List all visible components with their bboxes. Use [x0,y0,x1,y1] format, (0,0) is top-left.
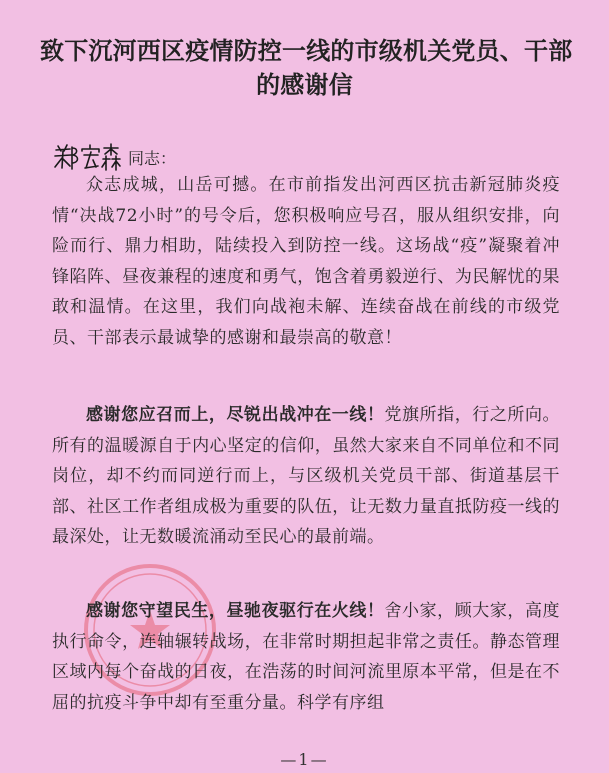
title-line-2: 的感谢信 [256,70,353,99]
salutation [52,142,176,172]
paragraph-2 [52,400,560,553]
page-number: —1— [280,750,329,769]
paragraph-3-heading: 感谢您守望民生，昼驰夜驱行在火线！ [86,601,385,621]
paragraph-1-text: 众志成城，山岳可撼。在市前指发出河西区抗击新冠肺炎疫情“决战72小时”的号令后，您积极响应号召，服从组织安排，向险而行、鼎力相助，陆续投入到防控一线。这场战“疫”凝聚着冲锋陷阵、昼夜兼程的速度和勇气，饱含着勇毅逆行、为民解忧的果敢和温情。在这里，我们向战袍未解、连续奋战在前线的市级党员、干部表示最诚挚的感谢和最崇高的敬意！ [52,175,560,348]
paragraph-3-text: 舍小家，顾大家，高度执行命令，连轴辗转战场，在非常时期担起非常之责任。静态管理区域内每个奋战的日夜，在浩荡的时间河流里原本平常，但是在不屈的抗疫斗争中却有至重分量。科学有序组 [52,601,561,713]
title-line-1: 致下沉河西区疫情防控一线的市级机关党员、干部 [40,36,573,65]
paragraph-2-text: 党旗所指，行之所向。所有的温暖源自于内心坚定的信仰，虽然大家来自不同单位和不同岗位，却不约而同逆行而上，与区级机关党员干部、街道基层干部、社区工作者组成极为重要的队伍，让无数力量直抵防疫一线的最深处，让无数暖流涌动至民心的最前端。 [52,405,561,548]
paragraph-1 [52,170,560,354]
salutation-suffix: 同志： [128,148,177,168]
paragraph-3 [52,596,560,718]
letter-title [40,34,573,102]
paragraph-2-heading: 感谢您应召而上，尽锐出战冲在一线！ [86,405,385,425]
handwritten-name-signature [52,142,122,172]
